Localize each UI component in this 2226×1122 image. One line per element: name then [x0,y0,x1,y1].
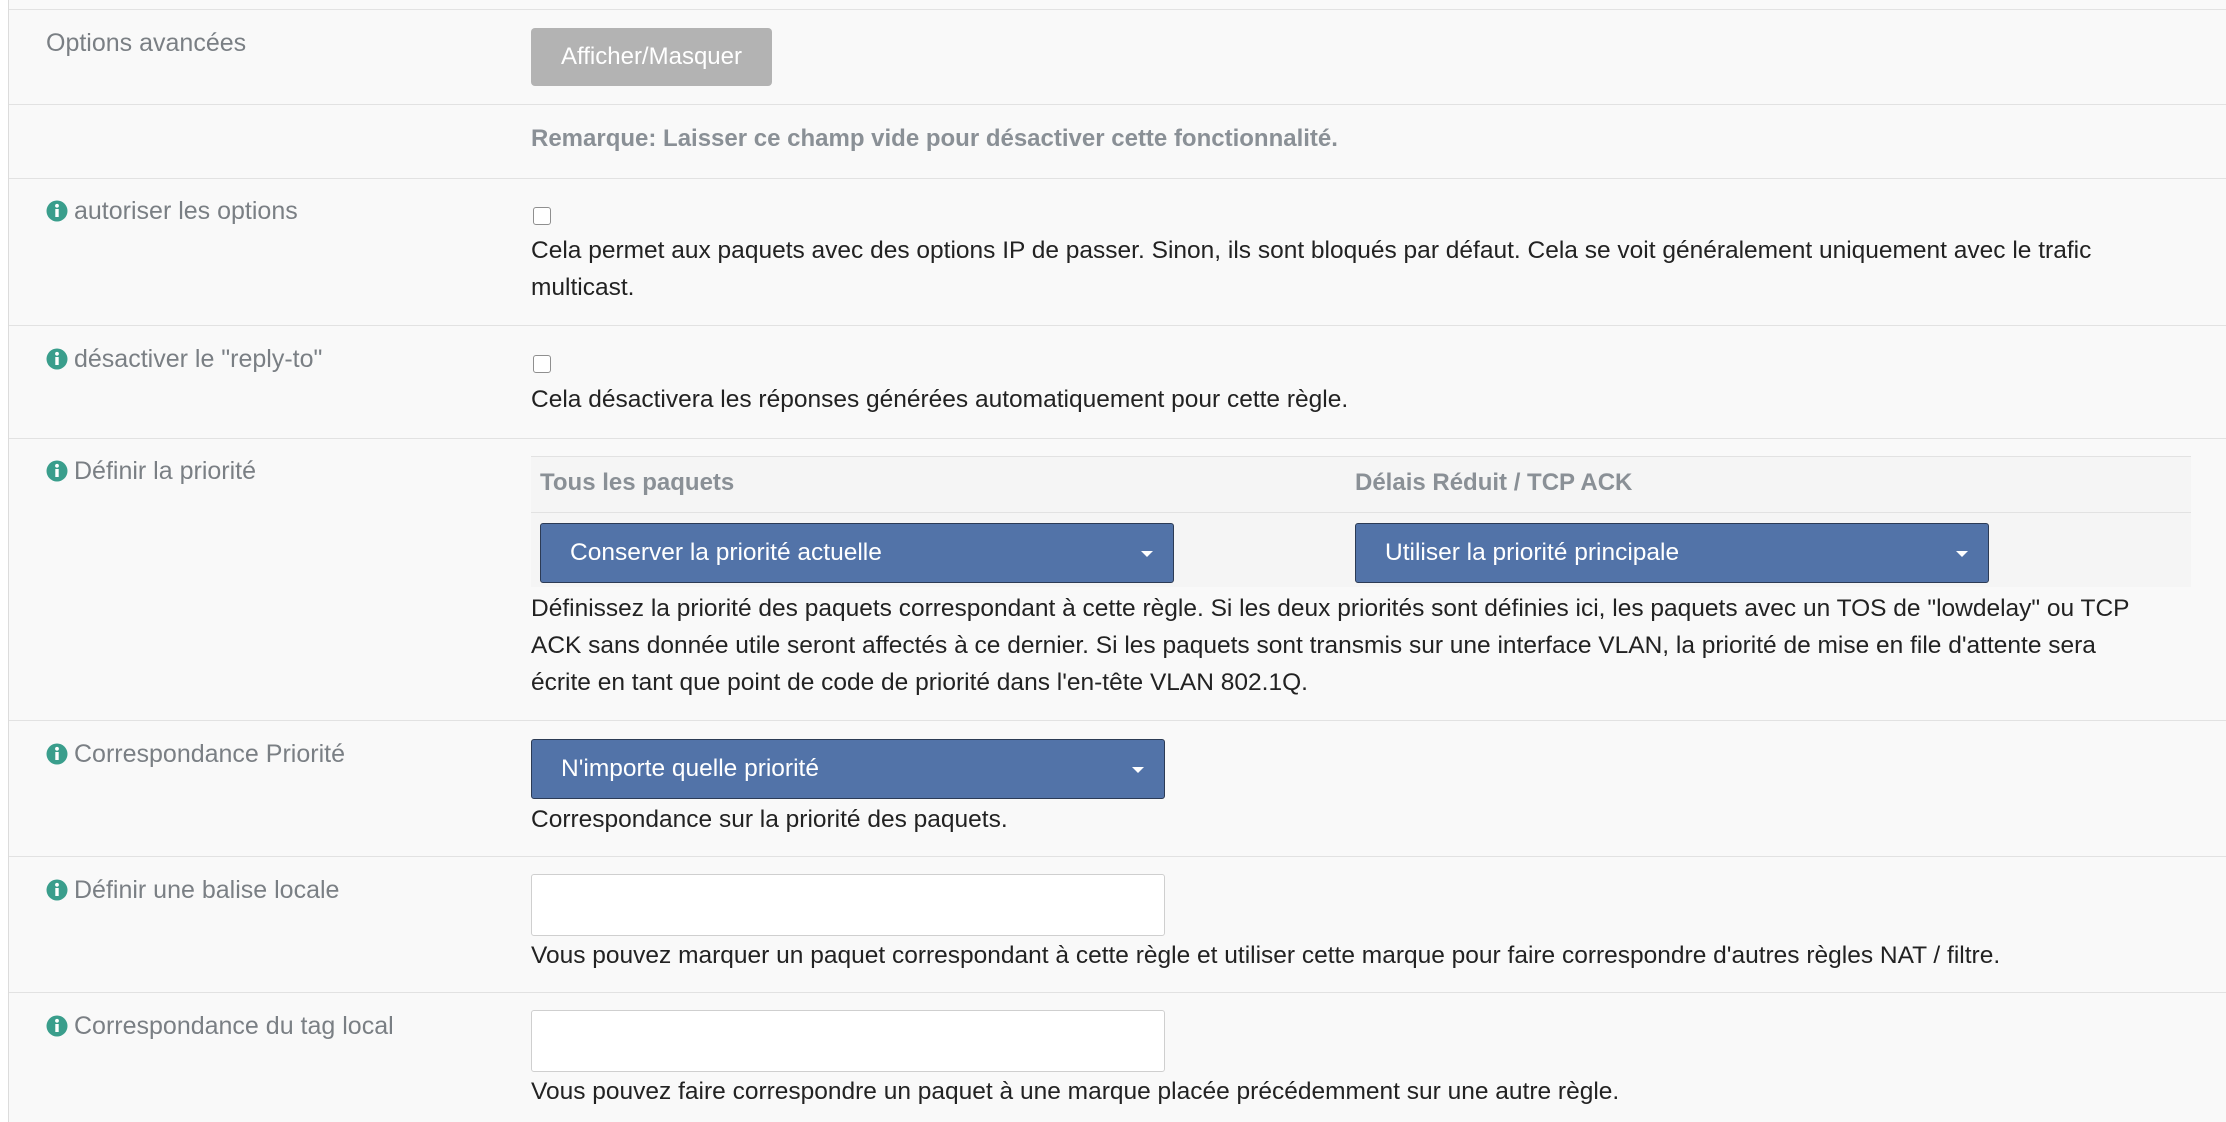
remark-row [9,105,2226,179]
match-priority-help: Correspondance sur la priorité des paquets. [531,806,1008,833]
info-icon[interactable] [46,743,68,765]
match-priority-row [9,721,2226,857]
info-icon[interactable] [46,879,68,901]
info-icon[interactable] [46,1015,68,1037]
advanced-options-panel [8,0,2226,1122]
chevron-down-icon [1956,551,1968,557]
set-priority-help: Définissez la priorité des paquets correspondant à cette règle. Si les deux priorités sont définies ici, les paquets avec un TOS de "lowdelay" ou TCP ACK sans donnée utile seront affectés à ce dernier. Si les paquets sont transmis sur une interface VLAN, la priorité de mise en file d'attente sera écrite en tant que point de code de priorité dans l'en-tête VLAN 802.1Q. [531,595,2130,696]
info-icon[interactable] [46,348,68,370]
set-priority-row [9,439,2226,721]
set-local-tag-label: Définir une balise locale [46,875,339,905]
all-packets-priority-select[interactable]: Conserver la priorité actuelle [540,523,1174,583]
disable-reply-to-checkbox[interactable] [533,355,551,373]
allow-options-label: autoriser les options [46,196,298,226]
advanced-options-row [9,10,2226,105]
info-icon[interactable] [46,460,68,482]
match-local-tag-row [9,993,2226,1122]
match-priority-select[interactable]: N'importe quelle priorité [531,739,1165,799]
allow-options-checkbox[interactable] [533,207,551,225]
low-delay-header: Délais Réduit / TCP ACK [1355,469,1633,496]
all-packets-header: Tous les paquets [540,469,735,496]
disable-reply-to-help: Cela désactivera les réponses générées automatiquement pour cette règle. [531,386,1349,413]
chevron-down-icon [1132,767,1144,773]
allow-options-row [9,179,2226,326]
chevron-down-icon [1141,551,1153,557]
remark-text: Remarque: Laisser ce champ vide pour désactiver cette fonctionnalité. [531,125,1338,152]
set-priority-label: Définir la priorité [46,456,256,486]
set-local-tag-row [9,857,2226,993]
set-local-tag-input[interactable] [531,874,1165,936]
low-delay-priority-select[interactable]: Utiliser la priorité principale [1355,523,1989,583]
match-local-tag-label: Correspondance du tag local [46,1011,394,1041]
info-icon[interactable] [46,200,68,222]
allow-options-help: Cela permet aux paquets avec des options IP de passer. Sinon, ils sont bloqués par défaut. Cela se voit généralement uniquement avec le trafic multicast. [531,237,2092,301]
disable-reply-to-row [9,326,2226,439]
match-local-tag-input[interactable] [531,1010,1165,1072]
match-local-tag-help: Vous pouvez faire correspondre un paquet à une marque placée précédemment sur une autre règle. [531,1078,1620,1105]
advanced-options-label: Options avancées [46,29,247,57]
disable-reply-to-label: désactiver le "reply-to" [46,344,322,374]
priority-table [531,456,2191,587]
show-hide-button[interactable]: Afficher/Masquer [531,28,772,86]
set-local-tag-help: Vous pouvez marquer un paquet correspondant à cette règle et utiliser cette marque pour faire correspondre d'autres règles NAT / filtre. [531,942,2001,969]
match-priority-label: Correspondance Priorité [46,739,345,769]
